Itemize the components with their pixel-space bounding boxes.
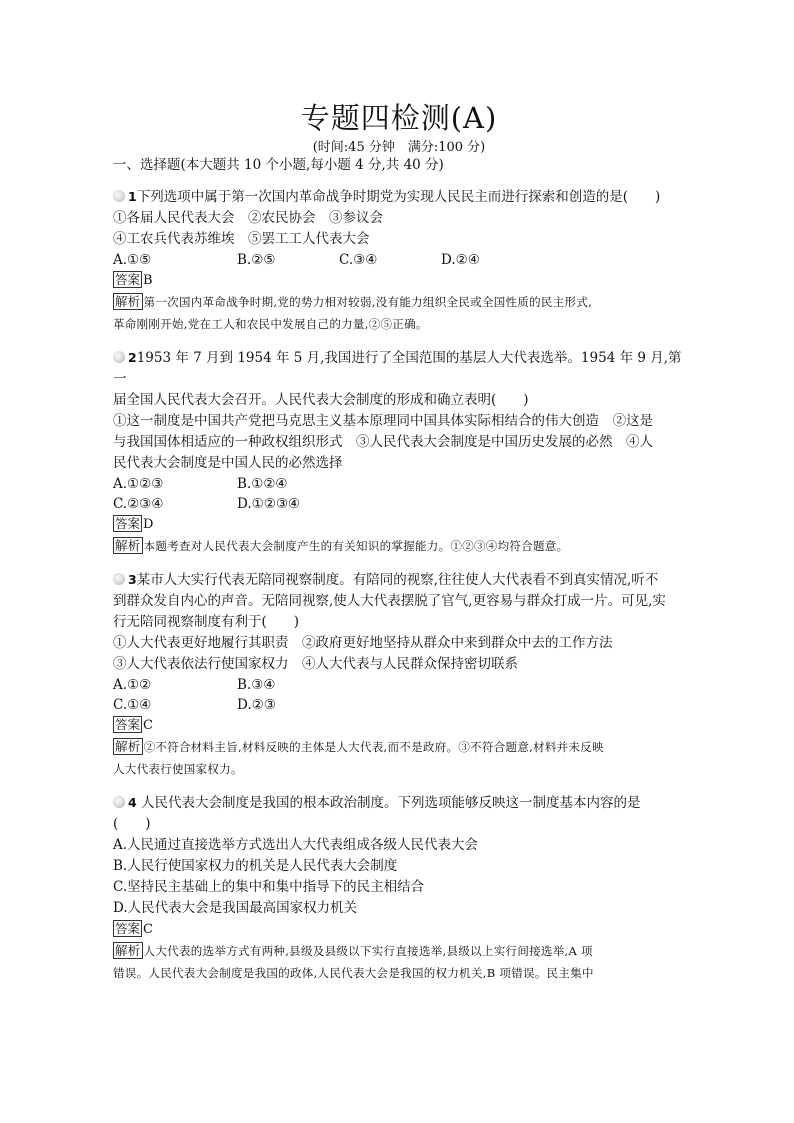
answer-row — [113, 271, 685, 291]
option-a: A.①②③ — [113, 476, 164, 492]
answer-value: B — [143, 273, 153, 288]
options-row — [113, 494, 685, 514]
explain-label: 解析 — [115, 294, 141, 309]
question-bullet-icon — [113, 796, 125, 808]
choice-line: ④工农兵代表苏维埃 ⑤罢工工人代表大会 — [113, 231, 370, 247]
question-text: 1953 年 7 月到 1954 年 5 月,我国进行了全国范围的基层人大代表选举。1954 年 9 月,第一 — [113, 350, 682, 387]
explanation-text: 革命刚刚开始,党在工人和农民中发展自己的力量,②⑤正确。 — [113, 317, 428, 331]
question-bullet-icon — [113, 190, 125, 202]
explain-label: 解析 — [115, 943, 141, 958]
document-page — [113, 98, 685, 984]
option-line: A.人民通过直接选举方式选出人大代表组成各级人民代表大会 — [113, 837, 479, 853]
explanation — [113, 535, 685, 557]
question-1 — [113, 186, 685, 335]
answer-row — [113, 920, 685, 940]
explanation — [113, 736, 685, 780]
question-number: 1 — [128, 189, 137, 204]
option-c: C.③④ — [339, 252, 378, 268]
question-bullet-icon — [113, 351, 125, 363]
option-b: B.②⑤ — [237, 252, 276, 268]
explanation-text: 本题考查对人民代表大会制度产生的有关知识的掌握能力。①②③④均符合题意。 — [143, 539, 569, 553]
option-b: B.①②④ — [237, 476, 288, 492]
choice-line: 民代表大会制度是中国人民的必然选择 — [113, 455, 343, 471]
answer-value: C — [143, 718, 153, 733]
answer-label: 答案 — [115, 717, 141, 732]
question-text: 某市人大实行代表无陪同视察制度。有陪同的视察,往往使人大代表看不到真实情况,听不 — [136, 572, 659, 588]
question-text-line: ( ) — [113, 816, 151, 832]
page-title: 专题四检测(A) — [300, 101, 498, 135]
choice-line: 与我国国体相适应的一种政权组织形式 ③人民代表大会制度是中国历史发展的必然 ④人 — [113, 434, 653, 450]
question-text-line: 届全国人民代表大会召开。人民代表大会制度的形成和确立表明( ) — [113, 392, 529, 408]
answer-value: C — [143, 922, 153, 937]
question-number: 4 — [128, 795, 137, 810]
question-text-line: 到群众发自内心的声音。无陪同视察,使人大代表摆脱了官气,更容易与群众打成一片。可见,实 — [113, 593, 666, 609]
explanation-text: ②不符合材料主旨,材料反映的主体是人大代表,而不是政府。③不符合题意,材料并未反映 — [143, 740, 604, 754]
answer-label: 答案 — [115, 921, 141, 936]
option-line: D.人民代表大会是我国最高国家权力机关 — [113, 900, 358, 916]
question-stem — [113, 347, 685, 390]
question-stem — [113, 792, 685, 814]
section-heading: 一、选择题(本大题共 10 个小题,每小题 4 分,共 40 分) — [113, 157, 444, 173]
answer-label: 答案 — [115, 516, 141, 531]
question-3 — [113, 569, 685, 780]
choice-line: ①人大代表更好地履行其职责 ②政府更好地坚持从群众中来到群众中去的工作方法 — [113, 635, 613, 651]
answer-value: D — [143, 517, 154, 532]
option-a: A.①⑤ — [113, 252, 152, 268]
options-row — [113, 474, 685, 494]
answer-label: 答案 — [115, 272, 141, 287]
options-row — [113, 695, 685, 715]
question-stem — [113, 186, 685, 208]
option-a: A.①② — [113, 677, 152, 693]
explanation — [113, 940, 685, 984]
option-d: D.②④ — [441, 252, 480, 268]
options-row — [113, 675, 685, 695]
question-number: 3 — [128, 572, 137, 587]
question-text-line: 行无陪同视察制度有利于( ) — [113, 614, 300, 630]
question-2 — [113, 347, 685, 557]
choice-line: ③人大代表依法行使国家权力 ④人大代表与人民群众保持密切联系 — [113, 656, 518, 672]
explanation-text: 人大代表的选举方式有两种,县级及县级以下实行直接选举,县级以上实行间接选举,A 项 — [143, 944, 593, 958]
explanation-text: 第一次国内革命战争时期,党的势力相对较弱,没有能力组织全民或全国性质的民主形式, — [143, 295, 593, 309]
option-b: B.③④ — [237, 677, 276, 693]
question-text: 下列选项中属于第一次国内革命战争时期党为实现人民民主而进行探索和创造的是( ) — [136, 189, 661, 205]
question-4 — [113, 792, 685, 984]
explanation-text: 错误。人民代表大会制度是我国的政体,人民代表大会是我国的权力机关,B 项错误。民主集中 — [113, 966, 594, 980]
page-subtitle: (时间:45 分钟 满分:100 分) — [312, 140, 486, 155]
answer-row — [113, 515, 685, 535]
options-row — [113, 250, 685, 270]
answer-row — [113, 716, 685, 736]
question-bullet-icon — [113, 573, 125, 585]
question-stem — [113, 569, 685, 591]
question-text: 人民代表大会制度是我国的根本政治制度。下列选项能够反映这一制度基本内容的是 — [141, 795, 641, 811]
explain-label: 解析 — [115, 538, 141, 553]
explain-label: 解析 — [115, 739, 141, 754]
option-c: C.①④ — [113, 697, 152, 713]
choice-line: ①这一制度是中国共产党把马克思主义基本原理同中国具体实际相结合的伟大创造 ②这是 — [113, 413, 653, 429]
option-d: D.②③ — [237, 697, 276, 713]
question-number: 2 — [128, 350, 137, 365]
option-c: C.②③④ — [113, 496, 164, 512]
explanation — [113, 291, 685, 335]
option-d: D.①②③④ — [237, 496, 301, 512]
option-line: C.坚持民主基础上的集中和集中指导下的民主相结合 — [113, 879, 425, 895]
explanation-text: 人大代表行使国家权力。 — [113, 762, 243, 776]
option-line: B.人民行使国家权力的机关是人民代表大会制度 — [113, 858, 398, 874]
choice-line: ①各届人民代表大会 ②农民协会 ③参议会 — [113, 210, 383, 226]
